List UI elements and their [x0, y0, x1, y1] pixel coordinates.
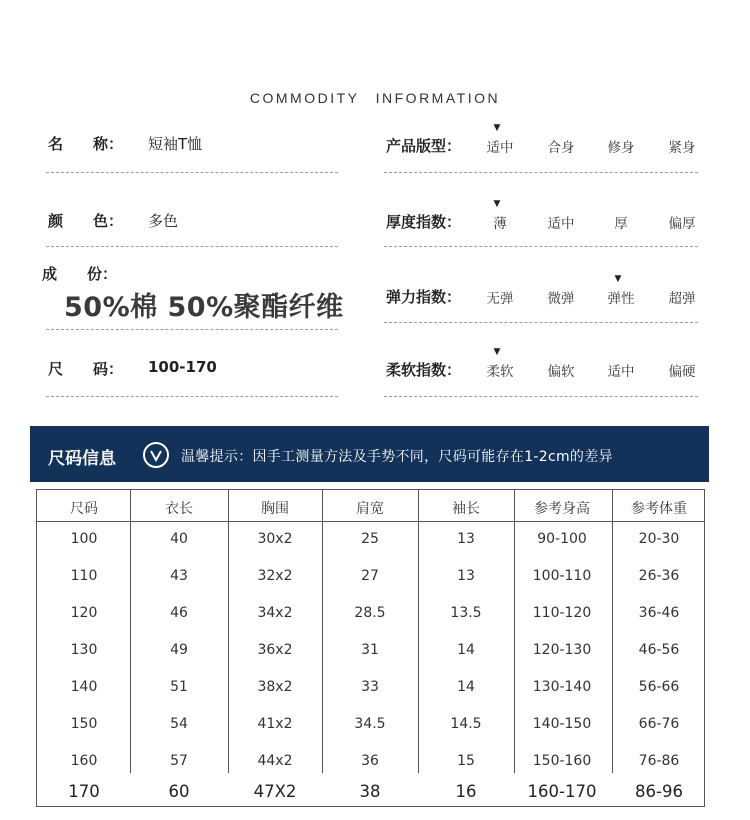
table-cell: 170: [68, 782, 100, 801]
selected-marker-icon: ▼: [493, 347, 501, 357]
index-option: 适中: [607, 364, 635, 380]
table-cell: 46: [170, 605, 188, 621]
table-cell: 30x2: [257, 531, 293, 547]
table-cell: 160: [70, 753, 98, 769]
index-option: 弹性: [607, 291, 635, 307]
table-cell: 14.5: [450, 716, 482, 732]
table-cell: 47X2: [253, 782, 297, 801]
table-cell: 100: [70, 531, 98, 547]
table-cell: 27: [361, 568, 379, 584]
table-cell: 13: [457, 568, 475, 584]
index-label: 弹力指数：: [386, 288, 462, 306]
table-cell: 13: [457, 531, 475, 547]
divider: [384, 246, 698, 247]
table-cell: 13.5: [450, 605, 482, 621]
table-cell: 31: [361, 642, 379, 658]
table-header: 肩宽: [356, 501, 384, 517]
section-heading: COMMODITY INFORMATION: [249, 90, 501, 106]
selected-marker-icon: ▼: [493, 123, 501, 133]
divider: [46, 172, 338, 173]
banner-title: 尺码信息: [48, 449, 116, 469]
name-value: 短袖T恤: [148, 135, 203, 153]
table-header-divider: [36, 521, 705, 522]
table-cell: 38x2: [257, 679, 293, 695]
table-cell: 76-86: [638, 753, 680, 769]
index-option: 修身: [607, 140, 635, 156]
index-option: 适中: [486, 140, 514, 156]
table-cell: 26-36: [638, 568, 680, 584]
index-option: 紧身: [668, 140, 696, 156]
index-option: 合身: [547, 140, 575, 156]
table-cell: 51: [170, 679, 188, 695]
index-option: 偏厚: [668, 216, 696, 232]
table-cell: 140: [70, 679, 98, 695]
table-cell: 86-96: [635, 782, 683, 801]
name-label: 名 称：: [48, 135, 124, 153]
table-cell: 120: [70, 605, 98, 621]
index-option: 厚: [614, 216, 628, 232]
table-cell: 56-66: [638, 679, 680, 695]
size-label: 尺 码：: [48, 360, 124, 378]
table-cell: 36x2: [257, 642, 293, 658]
table-cell: 66-76: [638, 716, 680, 732]
table-header: 衣长: [165, 501, 193, 517]
index-option: 偏软: [547, 364, 575, 380]
table-cell: 140-150: [532, 716, 592, 732]
table-cell: 32x2: [257, 568, 293, 584]
divider: [46, 329, 338, 330]
divider: [46, 246, 338, 247]
table-cell: 36-46: [638, 605, 680, 621]
index-option: 无弹: [486, 291, 514, 307]
banner-note: 温馨提示：因手工测量方法及手势不同，尺码可能存在1-2cm的差异: [181, 449, 613, 465]
table-cell: 16: [455, 782, 477, 801]
table-cell: 100-110: [532, 568, 592, 584]
table-cell: 41x2: [257, 716, 293, 732]
table-cell: 160-170: [527, 782, 597, 801]
table-header: 袖长: [452, 501, 480, 517]
table-cell: 120-130: [532, 642, 592, 658]
size-value: 100-170: [148, 358, 217, 376]
table-cell: 130-140: [532, 679, 592, 695]
table-cell: 110: [70, 568, 98, 584]
table-header: 尺码: [70, 501, 98, 517]
composition-label: 成 份：: [42, 265, 118, 283]
table-header: 参考体重: [631, 501, 687, 517]
table-cell: 14: [457, 642, 475, 658]
table-cell: 28.5: [354, 605, 386, 621]
table-cell: 60: [168, 782, 190, 801]
index-option: 柔软: [486, 364, 514, 380]
table-cell: 90-100: [537, 531, 587, 547]
table-cell: 38: [359, 782, 381, 801]
table-cell: 33: [361, 679, 379, 695]
index-option: 偏硬: [668, 364, 696, 380]
index-option: 微弹: [547, 291, 575, 307]
table-cell: 36: [361, 753, 379, 769]
table-cell: 43: [170, 568, 188, 584]
selected-marker-icon: ▼: [493, 199, 501, 209]
table-cell: 25: [361, 531, 379, 547]
divider: [46, 396, 338, 397]
index-label: 厚度指数：: [386, 213, 462, 231]
color-label: 颜 色：: [48, 212, 124, 230]
table-cell: 49: [170, 642, 188, 658]
divider: [384, 322, 698, 323]
selected-marker-icon: ▼: [614, 274, 622, 284]
composition-value: 50%棉 50%聚酯纤维: [64, 292, 344, 323]
size-info-banner: [30, 426, 709, 482]
table-cell: 34x2: [257, 605, 293, 621]
table-cell: 15: [457, 753, 475, 769]
divider: [384, 396, 698, 397]
table-cell: 57: [170, 753, 188, 769]
table-cell: 40: [170, 531, 188, 547]
color-value: 多色: [148, 212, 179, 230]
table-cell: 46-56: [638, 642, 680, 658]
index-option: 超弹: [668, 291, 696, 307]
table-cell: 150-160: [532, 753, 592, 769]
index-option: 薄: [493, 216, 507, 232]
table-cell: 14: [457, 679, 475, 695]
table-header: 胸围: [261, 501, 289, 517]
table-cell: 150: [70, 716, 98, 732]
table-cell: 34.5: [354, 716, 386, 732]
index-label: 产品版型：: [386, 137, 462, 155]
divider: [384, 172, 698, 173]
table-cell: 20-30: [638, 531, 680, 547]
table-cell: 110-120: [532, 605, 592, 621]
table-header: 参考身高: [534, 501, 590, 517]
table-cell: 44x2: [257, 753, 293, 769]
table-cell: 54: [170, 716, 188, 732]
index-label: 柔软指数：: [386, 361, 462, 379]
index-option: 适中: [547, 216, 575, 232]
checkmark-icon: [143, 442, 169, 468]
table-cell: 130: [70, 642, 98, 658]
